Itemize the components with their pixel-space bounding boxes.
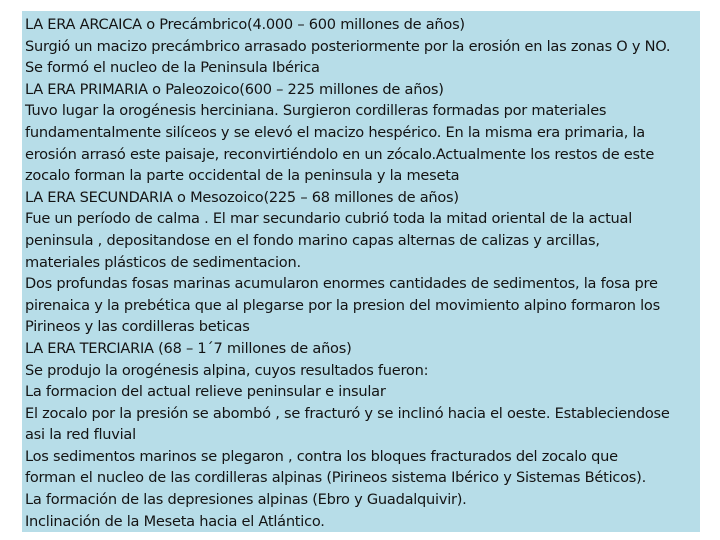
text-line: Surgió un macizo precámbrico arrasado posteriormente por la erosión en las zonas O y NO. [25, 37, 671, 55]
text-line: peninsula , depositandose en el fondo marino capas alternas de calizas y arcillas, [25, 231, 600, 249]
text-line: El zocalo por la presión se abombó , se fracturó y se inclinó hacia el oeste. Estableciendose [25, 404, 670, 422]
text-line: Inclinación de la Meseta hacia el Atlántico. [25, 512, 325, 530]
text-line: LA ERA TERCIARIA (68 – 1´7 millones de años) [25, 339, 352, 357]
text-line: Pirineos y las cordilleras beticas [25, 318, 250, 336]
text-line: La formación de las depresiones alpinas (Ebro y Guadalquivir). [25, 491, 467, 509]
text-line: LA ERA SECUNDARIA o Mesozoico(225 – 68 millones de años) [25, 188, 459, 206]
text-line: Los sedimentos marinos se plegaron , contra los bloques fracturados del zocalo que [25, 447, 618, 465]
text-line: forman el nucleo de las cordilleras alpinas (Pirineos sistema Ibérico y Sistemas Béticos). [25, 469, 646, 487]
text-line: Se produjo la orogénesis alpina, cuyos resultados fueron: [25, 361, 429, 379]
text-line: Tuvo lugar la orogénesis herciniana. Surgieron cordilleras formadas por materiales [25, 102, 607, 120]
text-line: fundamentalmente silíceos y se elevó el macizo hespérico. En la misma era primaria, la [25, 123, 645, 141]
text-line: erosión arrasó este paisaje, reconvirtiéndolo en un zócalo.Actualmente los restos de este [25, 145, 655, 163]
text-line: Se formó el nucleo de la Peninsula Ibérica [25, 59, 320, 77]
text-line: zocalo forman la parte occidental de la peninsula y la meseta [25, 167, 460, 185]
text-line: LA ERA ARCAICA o Precámbrico(4.000 – 600 millones de años) [25, 16, 465, 33]
text-line: pirenaica y la prebética que al plegarse por la presion del movimiento alpino formaron los [25, 296, 660, 314]
text-line: Dos profundas fosas marinas acumularon enormes cantidades de sedimentos, la fosa pre [25, 275, 658, 293]
text-line: LA ERA PRIMARIA o Paleozoico(600 – 225 millones de años) [25, 80, 444, 98]
text-box [22, 11, 700, 532]
text-line: materiales plásticos de sedimentacion. [25, 253, 301, 271]
text-line: Fue un período de calma . El mar secundario cubrió toda la mitad oriental de la actual [25, 210, 633, 228]
text-line: asi la red fluvial [25, 426, 136, 444]
text-line: La formacion del actual relieve peninsular e insular [25, 383, 386, 401]
